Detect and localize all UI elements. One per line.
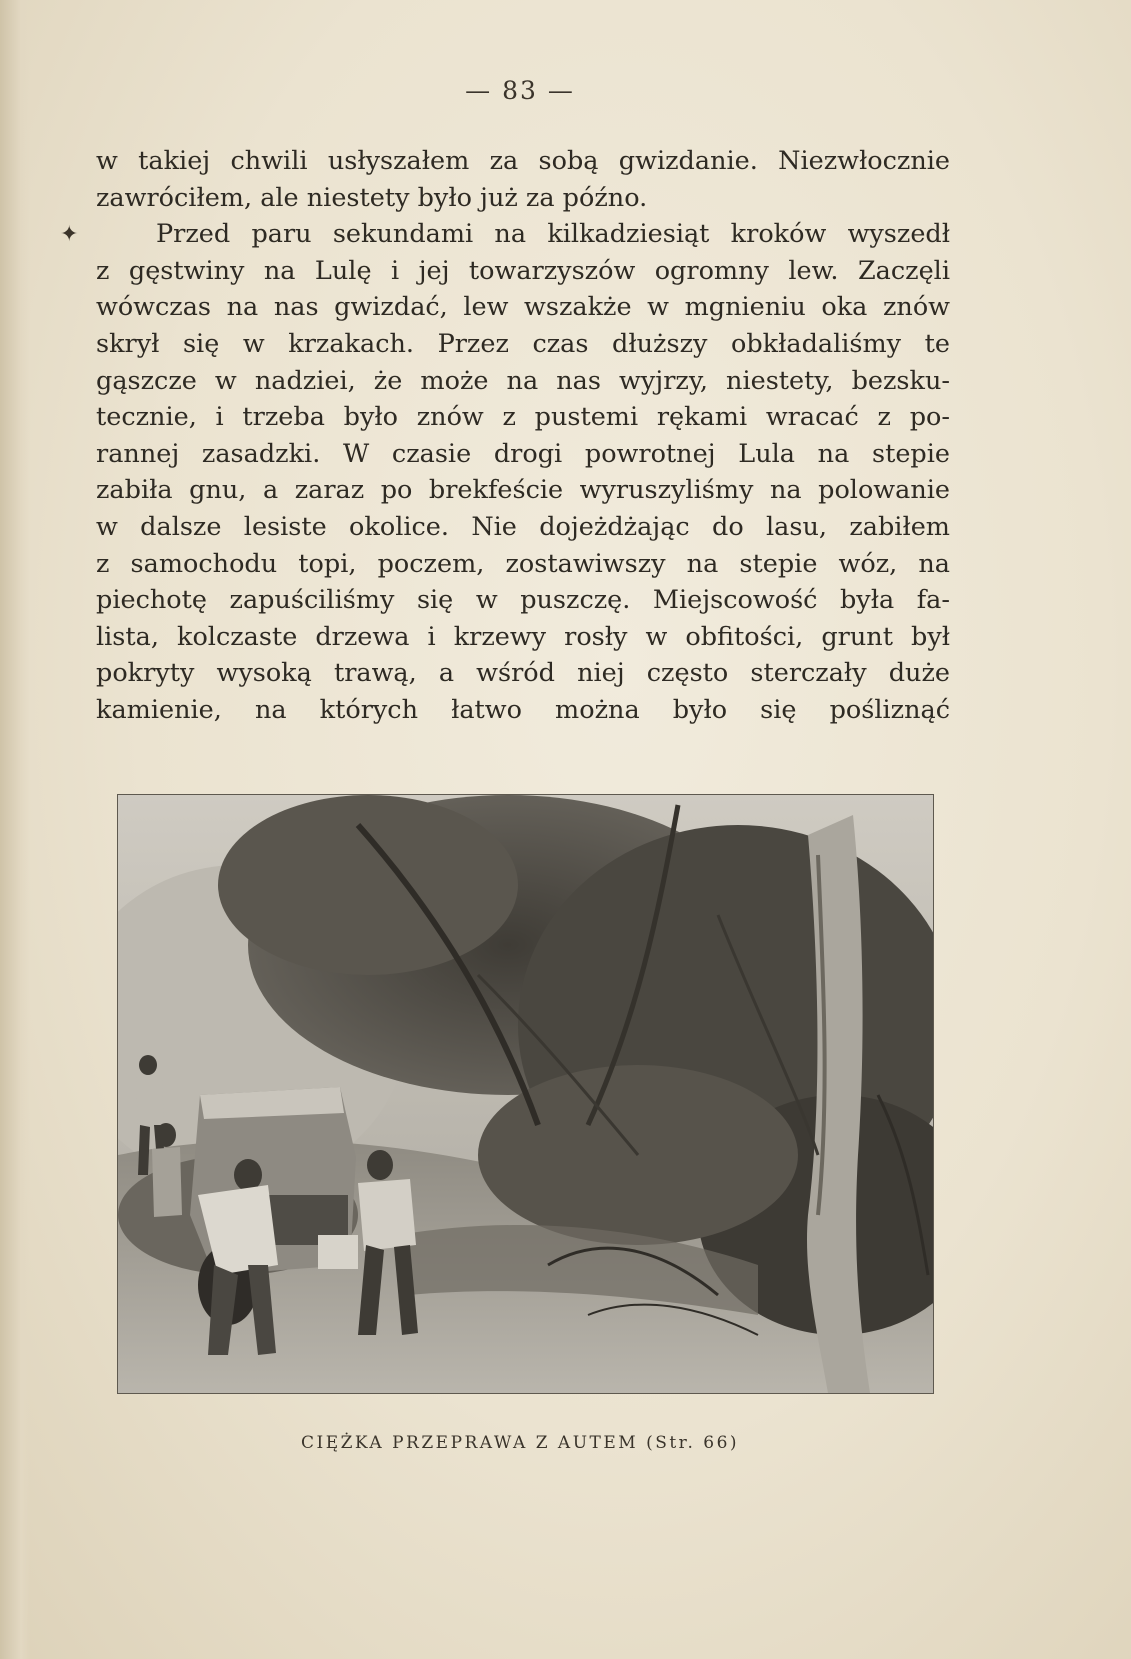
- page-number: — 83 —: [465, 76, 575, 105]
- text-line: w dalsze lesiste okolice. Nie dojeżdżając do lasu, zabiłem: [96, 511, 950, 542]
- text-line: piechotę zapuściliśmy się w puszczę. Miejscowość była fa-: [96, 585, 950, 616]
- photograph-car-in-bush: [118, 795, 933, 1393]
- text-line: tecznie, i trzeba było znów z pustemi rękami wracać z po-: [96, 402, 950, 433]
- text-line: rannej zasadzki. W czasie drogi powrotnej Lula na stepie: [96, 438, 950, 469]
- text-line: z gęstwiny na Lulę i jej towarzyszów ogromny lew. Zaczęli: [96, 255, 950, 286]
- text-line: lista, kolczaste drzewa i krzewy rosły w obfitości, grunt był: [96, 621, 950, 652]
- margin-mark: ✦: [60, 222, 79, 247]
- text-line: kamienie, na których łatwo można było się pośliznąć: [96, 694, 950, 725]
- text-line: pokryty wysoką trawą, a wśród niej często sterczały duże: [96, 658, 950, 689]
- text-line: wówczas na nas gwizdać, lew wszakże w mgnieniu oka znów: [96, 292, 950, 323]
- text-line: skrył się w krzakach. Przez czas dłuższy obkładaliśmy te: [96, 328, 950, 359]
- text-line: zabiła gnu, a zaraz po brekfeście wyruszyliśmy na polowanie: [96, 475, 950, 506]
- text-line: gąszcze w nadziei, że może na nas wyjrzy, niestety, bezsku-: [96, 365, 950, 396]
- text-line: Przed paru sekundami na kilkadziesiąt kroków wyszedł: [156, 219, 950, 250]
- page-binding-edge: [0, 0, 30, 1659]
- text-line: w takiej chwili usłyszałem za sobą gwizdanie. Niezwłocznie: [96, 146, 950, 176]
- figure-caption: CIĘŻKA PRZEPRAWA Z AUTEM (Str. 66): [300, 1433, 740, 1453]
- text-line: z samochodu topi, poczem, zostawiwszy na stepie wóz, na: [96, 548, 950, 579]
- text-line: zawróciłem, ale niestety było już za późno.: [96, 182, 648, 213]
- body-text: [96, 143, 950, 729]
